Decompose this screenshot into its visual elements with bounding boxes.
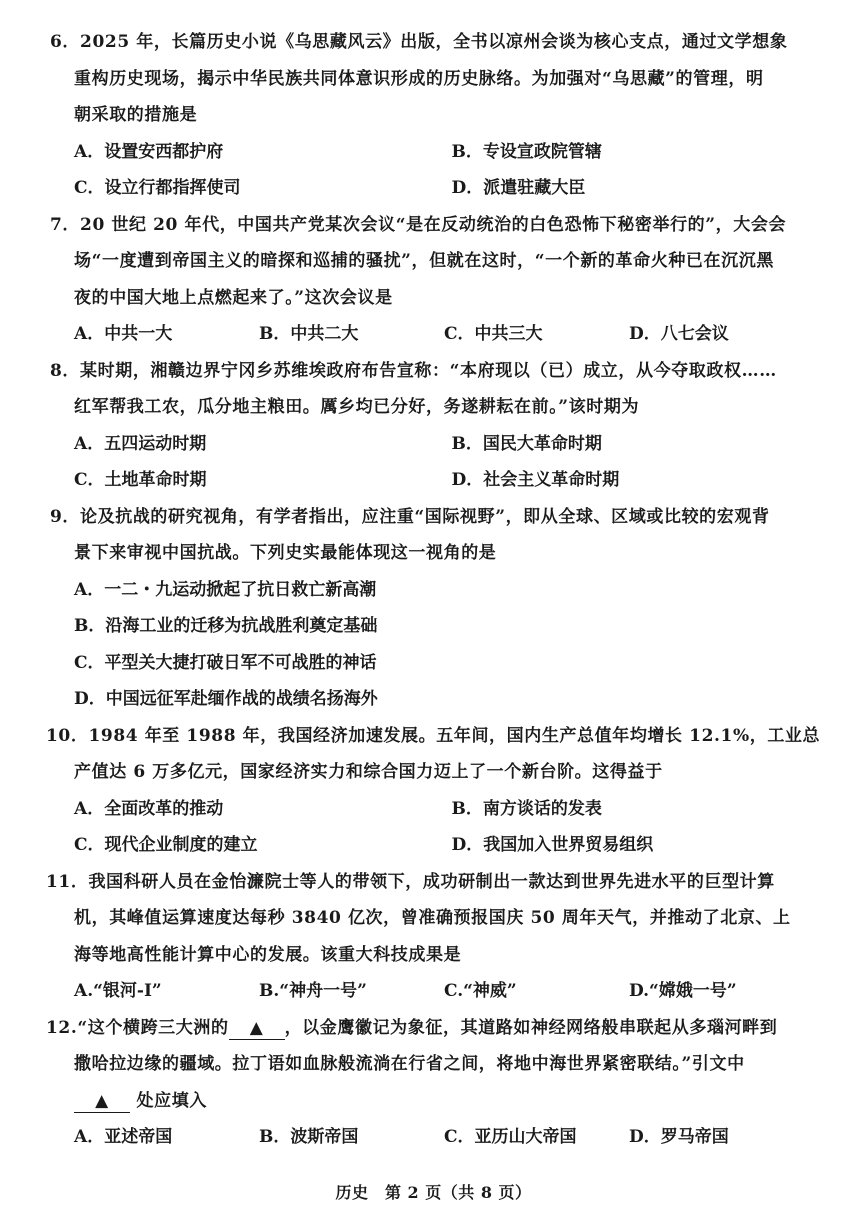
option-d: D．派遣驻藏大臣	[451, 178, 586, 198]
stem-line: 机，其峰值运算速度达每秒 3840 亿次，曾准确预报国庆 50 周年天气，并推动了北京、上	[74, 908, 791, 928]
option-b: B．国民大革命时期	[451, 433, 602, 454]
option-b: B．南方谈话的发表	[451, 798, 602, 819]
options-row	[50, 170, 829, 207]
question-12	[46, 1010, 829, 1156]
answer-blank: ▲	[229, 1017, 285, 1040]
stem-line: 撒哈拉边缘的疆域。拉丁语如血脉般流淌在行省之间，将地中海世界紧密联结。”引文中	[74, 1054, 745, 1074]
options-row	[50, 134, 829, 171]
question-11	[46, 864, 829, 1010]
option-b: B.“神舟一号”	[259, 981, 367, 1001]
stem-line: 我国科研人员在金怡濂院士等人的带领下，成功研制出一款达到世界先进水平的巨型计算	[88, 871, 775, 892]
stem-line: 景下来审视中国抗战。下列史实最能体现这一视角的是	[74, 543, 497, 563]
option-a: A．一二・九运动掀起了抗日救亡新高潮	[74, 579, 377, 600]
question-10-stem	[46, 718, 829, 791]
stem-text: 处应填入	[136, 1090, 207, 1111]
question-number: 8．	[50, 360, 81, 381]
option-c: C.“神威”	[444, 981, 517, 1001]
stem-text: “这个横跨三大洲的	[77, 1017, 229, 1038]
option-d: D．社会主义革命时期	[451, 470, 620, 490]
answer-blank: ▲	[74, 1090, 130, 1113]
question-7	[50, 207, 829, 353]
question-7-stem	[50, 207, 829, 317]
option-d: D．罗马帝国	[629, 1127, 729, 1147]
question-number: 10．	[46, 725, 89, 746]
stem-line: 2025 年，长篇历史小说《乌思藏风云》出版，全书以凉州会谈为核心支点，通过文学想象	[80, 32, 788, 52]
option-d: D．中国远征军赴缅作战的战绩名扬海外	[74, 689, 378, 709]
question-number: 9．	[50, 506, 81, 527]
option-a: A．亚述帝国	[74, 1127, 173, 1147]
stem-line: 场“一度遭到帝国主义的暗探和巡捕的骚扰”，但就在这时，“一个新的革命火种已在沉沉黑	[74, 251, 774, 271]
option-a: A．全面改革的推动	[74, 798, 224, 819]
option-c: C．土地革命时期	[74, 470, 207, 490]
option-d: D．我国加入世界贸易组织	[451, 835, 654, 855]
option-a: A．五四运动时期	[74, 433, 207, 454]
option-c: C．现代企业制度的建立	[74, 835, 258, 855]
option-b: B．专设宣政院管辖	[451, 141, 602, 162]
option-c: C．平型关大捷打破日军不可战胜的神话	[74, 652, 377, 673]
question-6	[50, 24, 829, 207]
options-row	[50, 791, 829, 828]
question-10	[46, 718, 829, 864]
question-11-stem	[46, 864, 829, 974]
options-row	[50, 462, 829, 499]
stem-line: 重构历史现场，揭示中华民族共同体意识形成的历史脉络。为加强对“乌思藏”的管理，明	[74, 68, 764, 89]
option-c: C．设立行都指挥使司	[74, 178, 241, 198]
option-b: B．中共二大	[259, 324, 359, 344]
option-d: D.“嫦娥一号”	[629, 981, 737, 1001]
options-row	[50, 827, 829, 864]
option-a: A．设置安西都护府	[74, 141, 224, 162]
options-row	[50, 973, 829, 1010]
stem-line: 产值达 6 万多亿元，国家经济实力和综合国力迈上了一个新台阶。这得益于	[74, 762, 663, 782]
question-8-stem	[50, 353, 829, 426]
question-number: 7．	[50, 214, 81, 235]
option-c: C．亚历山大帝国	[444, 1127, 577, 1147]
stem-line: 海等地高性能计算中心的发展。该重大科技成果是	[74, 944, 462, 965]
options-row	[50, 1119, 829, 1156]
page-footer: 历史 第 2 页（共 8 页）	[335, 1183, 532, 1202]
stem-text: ，以金鹰徽记为象征，其道路如神经网络般串联起从多瑙河畔到	[284, 1017, 778, 1038]
question-number: 6．	[50, 32, 81, 52]
question-6-stem	[50, 24, 829, 134]
question-9	[50, 499, 829, 718]
question-9-stem	[50, 499, 829, 572]
stem-line: 朝采取的措施是	[74, 105, 198, 125]
stem-line: 论及抗战的研究视角，有学者指出，应注重“国际视野”，即从全球、区域或比较的宏观背	[80, 506, 770, 527]
question-number: 11．	[46, 871, 89, 892]
option-c: C．中共三大	[444, 324, 543, 344]
option-b: B．沿海工业的迁移为抗战胜利奠定基础	[74, 616, 378, 636]
question-12-stem	[46, 1010, 829, 1120]
question-number: 12.	[46, 1017, 78, 1038]
option-d: D．八七会议	[629, 324, 729, 344]
stem-line: 红军帮我工农，瓜分地主粮田。厲乡均已分好，务遂耕耘在前。”该时期为	[74, 397, 640, 417]
stem-line: 20 世纪 20 年代，中国共产党某次会议“是在反动统治的白色恐怖下秘密举行的”，大会会	[80, 214, 787, 235]
options-row	[50, 426, 829, 463]
question-8	[50, 353, 829, 499]
options-row	[50, 316, 829, 353]
option-b: B．波斯帝国	[259, 1127, 359, 1147]
option-a: A．中共一大	[74, 324, 173, 344]
stem-line: 1984 年至 1988 年，我国经济加速发展。五年间，国内生产总值年均增长 12.1%，工业总	[88, 725, 821, 746]
stem-line: 某时期，湘赣边界宁冈乡苏维埃政府布告宣称：“本府现以（已）成立，从今夺取政权……	[80, 360, 777, 381]
stem-line: 夜的中国大地上点燃起来了。”这次会议是	[74, 287, 393, 308]
option-a: A.“银河-I”	[74, 981, 162, 1001]
